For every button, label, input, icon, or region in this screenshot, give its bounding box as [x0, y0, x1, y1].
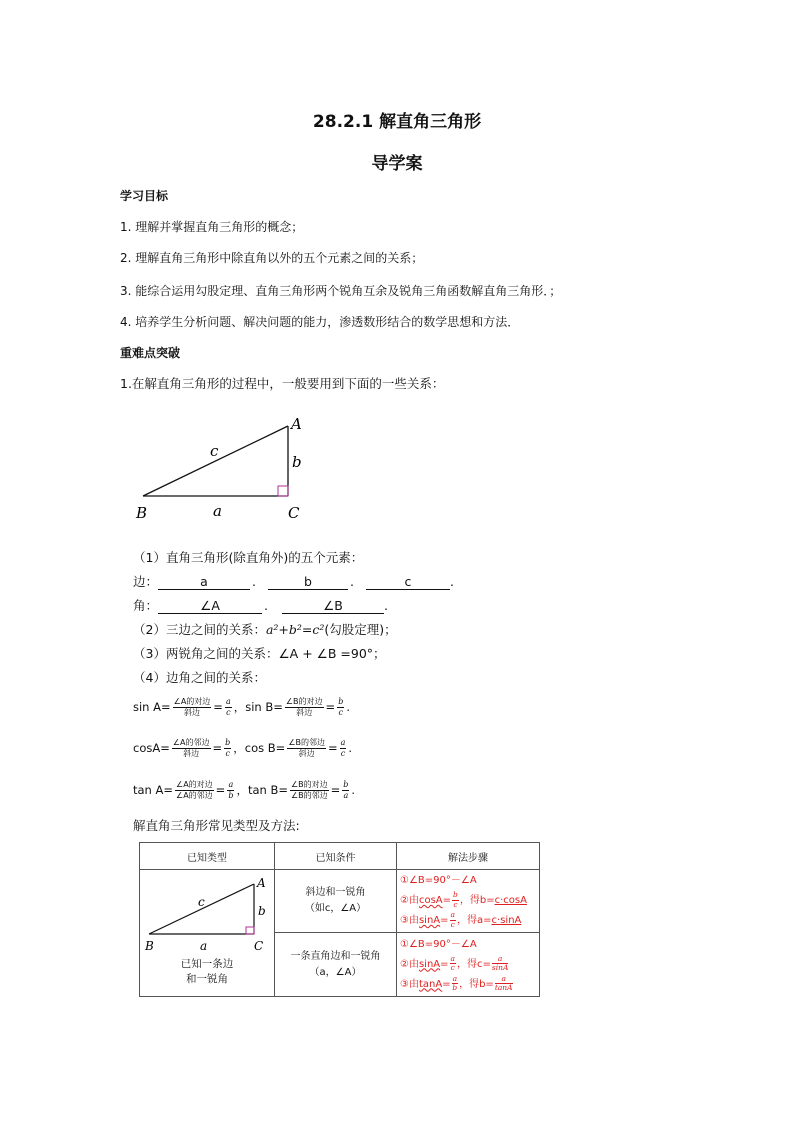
objective-item: 3. 能综合运用勾股定理、直角三角形两个锐角互余及锐角三角函数解直角三角形．；	[120, 284, 562, 298]
tan-b-def	[290, 780, 329, 801]
period: .	[351, 783, 356, 797]
angles-row	[133, 596, 388, 614]
frac-num: a	[492, 955, 509, 965]
cos-b-lhs: cos B=	[244, 741, 286, 755]
step-result-frac	[492, 955, 509, 973]
frac-den: b	[452, 983, 458, 992]
angle-blank: ∠B	[282, 599, 384, 614]
comma: ，	[233, 741, 245, 755]
frac-num: b	[343, 779, 349, 789]
condition-cell	[275, 933, 397, 997]
cos-b-value	[340, 738, 347, 759]
frac-den: c	[338, 707, 343, 717]
tan-a-value	[227, 780, 234, 801]
vertex-a-label: A	[291, 415, 302, 433]
cos-a-value	[224, 738, 231, 759]
cos-b-def	[287, 738, 326, 759]
step-text: ，得c=	[457, 958, 491, 970]
known-type-label	[140, 957, 274, 987]
frac-num: a	[228, 779, 234, 789]
header-cell: 解法步骤	[397, 843, 540, 870]
header-cell: 已知类型	[140, 843, 275, 870]
step-eq: =	[440, 958, 449, 970]
frac-num: b	[453, 890, 458, 899]
step-fn: sinA	[418, 915, 441, 926]
pythagoras-note: (勾股定理)；	[324, 622, 397, 637]
vertex-b-label: B	[145, 939, 154, 953]
side-c-label: c	[198, 895, 205, 909]
frac-num: ∠B的邻边	[288, 737, 325, 747]
frac-den: ∠B的邻边	[290, 790, 328, 800]
period: .	[346, 700, 350, 714]
header-cell: 已知条件	[275, 843, 397, 870]
known-type-line: 和一锐角	[186, 973, 228, 985]
known-type-line: 已知一条边	[180, 958, 234, 970]
frac-den: c	[225, 748, 230, 758]
step-result: c·sinA	[491, 915, 522, 926]
frac-den: 斜边	[183, 707, 200, 717]
side-blank: c	[366, 575, 450, 590]
step-text: ②由	[400, 895, 419, 906]
steps-cell	[397, 933, 540, 997]
frac-num: a	[495, 975, 513, 985]
angles-relation-label: （3）两锐角之间的关系：	[133, 646, 279, 661]
frac-num: b	[338, 696, 344, 706]
sides-relation-label: （2）三边之间的关系：	[133, 622, 266, 637]
comma: ，	[236, 783, 248, 797]
step-result-frac	[495, 975, 513, 993]
known-type-cell	[140, 870, 275, 997]
tan-a-def	[175, 780, 214, 801]
dot: .	[350, 574, 354, 589]
condition-line: （a，∠A）	[309, 966, 362, 978]
sin-b-value	[337, 697, 344, 718]
difficulty-heading: 重难点突破	[120, 346, 181, 360]
angles-formula: ∠A + ∠B =90°；	[278, 646, 386, 661]
step-2	[400, 891, 539, 911]
objective-item: 4. 培养学生分析问题、解决问题的能力，渗透数形结合的数学思想和方法．	[120, 315, 520, 329]
frac-den: c	[226, 707, 231, 717]
frac-den: tanA	[494, 983, 513, 992]
frac-den: 斜边	[183, 748, 200, 758]
frac-den: a	[343, 790, 349, 800]
condition-cell	[275, 870, 397, 933]
frac-num: ∠A的邻边	[172, 737, 210, 747]
vertex-a-label: A	[257, 876, 266, 890]
formula-row-tan	[133, 779, 355, 801]
angles-label: 角：	[133, 598, 159, 613]
methods-heading: 解直角三角形常见类型及方法:	[133, 818, 300, 833]
frac-den: 斜边	[296, 707, 313, 717]
angle-blank: ∠A	[158, 599, 262, 614]
frac-num: a	[450, 910, 456, 919]
sin-a-def	[173, 697, 212, 718]
sin-b-def	[285, 697, 324, 718]
frac-num: ∠B的对边	[285, 696, 323, 706]
step-eq: =	[442, 895, 452, 906]
frac-den: ∠A的邻边	[176, 790, 213, 800]
side-b-label: b	[258, 904, 266, 918]
side-c	[143, 426, 288, 496]
side-blank: a	[158, 575, 250, 590]
sin-a-value	[225, 697, 232, 718]
condition-line: （如c，∠A）	[304, 903, 367, 914]
dot: .	[384, 598, 388, 613]
step-eq: =	[442, 978, 451, 990]
pythagoras-formula: a²+b²=c²	[265, 622, 325, 637]
step-text: ，得a=	[457, 915, 492, 926]
step-frac	[450, 955, 456, 973]
right-angle-mark	[246, 927, 254, 934]
sin-b-lhs: sin B=	[245, 700, 283, 714]
step-text: ③由	[400, 915, 419, 926]
frac-num: a	[340, 737, 346, 747]
tan-a-lhs: tan A=	[133, 783, 174, 797]
sin-a-lhs: sin A=	[133, 700, 171, 714]
right-triangle-diagram	[130, 412, 320, 524]
step-result: c·cosA	[494, 895, 527, 906]
eq: =	[330, 783, 341, 797]
step-frac	[450, 911, 456, 929]
cos-a-lhs: cosA=	[133, 741, 170, 755]
methods-table	[139, 842, 540, 997]
step-2	[400, 955, 539, 975]
tan-b-value	[342, 780, 349, 801]
formula-row-cos	[133, 737, 352, 759]
objectives-heading: 学习目标	[120, 189, 169, 203]
difficulty-intro: 1.在解直角三角形的过程中，一般要用到下面的一些关系：	[120, 376, 445, 391]
angles-relation	[133, 644, 386, 662]
page-subtitle: 导学案	[371, 154, 423, 174]
eq: =	[325, 700, 336, 714]
step-3	[400, 911, 539, 931]
step-frac	[452, 975, 458, 993]
frac-den: 斜边	[298, 748, 315, 758]
formula-row-sin	[133, 696, 350, 718]
dot: .	[252, 574, 256, 589]
step-eq: =	[440, 915, 449, 926]
frac-den: c	[453, 899, 458, 909]
step-text: ②由	[400, 958, 419, 970]
eq: =	[212, 741, 223, 755]
frac-num: ∠A的对边	[176, 779, 213, 789]
right-angle-mark	[278, 486, 288, 496]
vertex-c-label: C	[288, 504, 300, 522]
sides-relation	[133, 620, 397, 638]
frac-num: ∠A的对边	[173, 696, 211, 706]
step-fn: cosA	[418, 895, 443, 906]
dot: .	[449, 574, 454, 589]
frac-den: sinA	[491, 963, 509, 972]
vertex-b-label: B	[136, 504, 148, 522]
frac-den: c	[340, 748, 346, 758]
step-1: ①∠B=90°－∠A	[400, 875, 477, 886]
step-frac	[452, 891, 459, 909]
vertex-c-label: C	[254, 939, 264, 953]
step-1: ①∠B=90°－∠A	[400, 938, 477, 950]
table-row	[140, 870, 540, 933]
side-blank: b	[268, 575, 348, 590]
side-c	[149, 884, 254, 934]
dot: .	[264, 598, 268, 613]
condition-line: 一条直角边和一锐角	[290, 950, 381, 962]
frac-den: c	[450, 963, 455, 972]
frac-num: a	[452, 973, 458, 983]
objective-item: 2. 理解直角三角形中除直角以外的五个元素之间的关系；	[120, 251, 424, 265]
sides-row	[133, 572, 454, 590]
eq: =	[327, 741, 338, 755]
step-text: ，得b=	[459, 978, 494, 990]
steps-cell	[397, 870, 540, 933]
cos-a-def	[172, 738, 211, 759]
comma: ，	[233, 700, 246, 714]
table-triangle-diagram	[140, 871, 272, 953]
table-header-row	[140, 843, 540, 870]
frac-num: ∠B的对边	[290, 779, 328, 789]
step-3	[400, 975, 539, 995]
frac-den: b	[228, 790, 234, 800]
step-fn: sinA	[418, 958, 441, 970]
eq: =	[213, 700, 223, 714]
side-a-label: a	[200, 939, 208, 953]
side-b-label: b	[292, 453, 302, 471]
eq: =	[215, 783, 226, 797]
side-c-label: c	[210, 442, 219, 460]
step-fn: tanA	[418, 978, 443, 990]
page-title: 28.2.1 解直角三角形	[312, 112, 482, 132]
condition-line: 斜边和一锐角	[305, 887, 366, 898]
frac-num: a	[225, 696, 231, 706]
frac-num: b	[225, 737, 231, 747]
side-a-label: a	[213, 502, 222, 520]
objective-item: 1. 理解并掌握直角三角形的概念；	[120, 220, 304, 234]
elements-label: （1）直角三角形(除直角外)的五个元素：	[133, 550, 364, 565]
step-text: ，得b=	[459, 895, 495, 906]
sides-label: 边：	[133, 574, 159, 589]
edge-angle-label: （4）边角之间的关系：	[133, 670, 266, 685]
step-text: ③由	[400, 978, 419, 990]
tan-b-lhs: tan B=	[247, 783, 288, 797]
frac-num: a	[450, 953, 456, 963]
period: .	[348, 741, 353, 755]
frac-den: c	[450, 919, 455, 929]
